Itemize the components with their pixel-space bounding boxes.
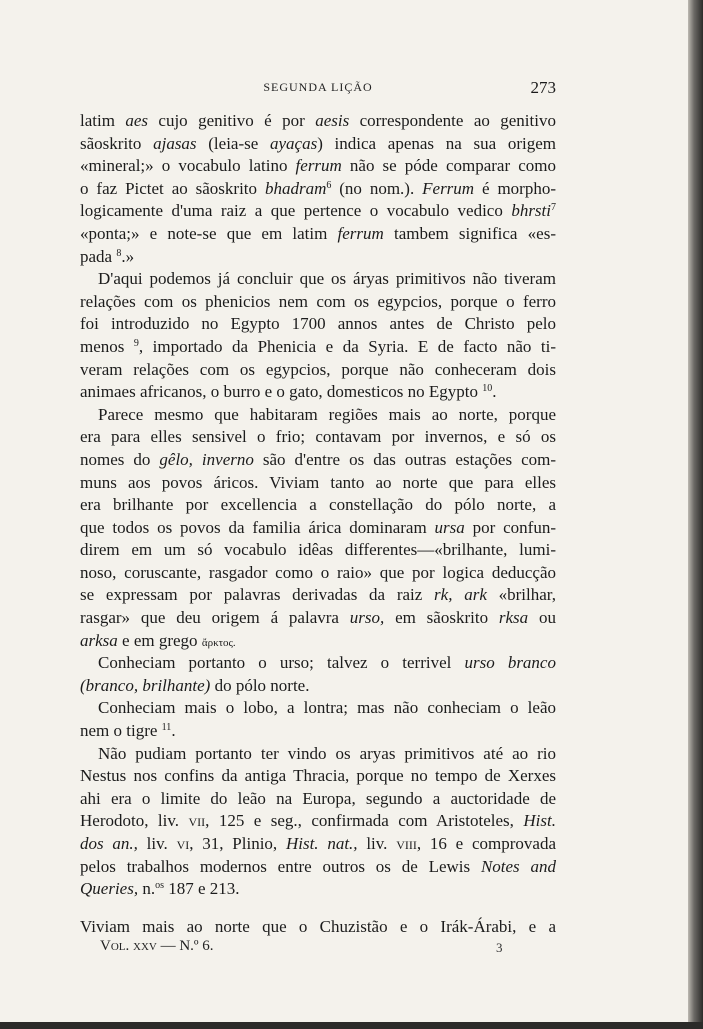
greek-word: ἄρκτος. bbox=[201, 636, 236, 649]
volume-signature: Vol. xxv — N.º 6. bbox=[100, 938, 214, 954]
text-line: Herodoto, liv. vii, 125 e seg., confirmada com Aristoteles, Hist. bbox=[80, 811, 556, 831]
footnote-ref: 10 bbox=[482, 383, 493, 395]
footnote-ref: 7 bbox=[551, 202, 556, 214]
text-line: foi introduzido no Egypto 1700 annos antes de Christo pelo bbox=[80, 314, 556, 334]
text-line: o faz Pictet ao sãoskrito bhadram$^6$ (no nom.). Ferrum é morpho- bbox=[80, 178, 557, 198]
footnote-ref: 9 bbox=[133, 337, 139, 349]
text-line: direm em um só vocabulo idêas differentes—«brilhante, lumi- bbox=[80, 540, 556, 560]
text-line: veram relações com os egypcios, porque não conheceram dois bbox=[80, 359, 556, 379]
text-line: Viviam mais ao norte que o Chuzistão e o Irák-Árabi, e a bbox=[80, 917, 556, 936]
footnote-ref: 6 bbox=[326, 179, 332, 191]
body-text bbox=[80, 110, 556, 901]
text-line: Queries, n.$^{os}$ 187 e 213. bbox=[80, 879, 240, 899]
text-line: D'aqui podemos já concluir que os áryas primitivos não tiveram bbox=[98, 269, 556, 289]
text-line: sãoskrito ajasas (leia-se ayaças) indica apenas na sua origem bbox=[80, 133, 556, 153]
text-line: muns aos povos áricos. Viviam tanto ao norte que para elles bbox=[80, 472, 556, 492]
text-line: que todos os povos da familia árica dominaram ursa por confun- bbox=[80, 517, 557, 537]
text-line: arksa e em grego ἄρκτος. bbox=[80, 630, 236, 650]
text-line: pada $^8$.» bbox=[80, 246, 135, 266]
text-line: latim aes cujo genitivo é por aesis correspondente ao genitivo bbox=[80, 111, 556, 130]
text-line: «ponta;» e note-se que em latim ferrum tambem significa «es- bbox=[80, 223, 556, 243]
text-line: logicamente d'uma raiz a que pertence o vocabulo vedico bhrsti$^7$ bbox=[80, 201, 556, 221]
text-line: ahi era o limite do leão na Europa, segundo a auctoridade de bbox=[80, 788, 556, 808]
footnote-ref: 11 bbox=[161, 722, 172, 734]
text-line: «mineral;» o vocabulo latino ferrum não se póde comparar como bbox=[80, 156, 556, 176]
text-line: era para elles sensivel o frio; contavam por invernos, e só os bbox=[80, 427, 556, 447]
text-line: Conheciam mais o lobo, a lontra; mas não conheciam o leão bbox=[98, 698, 556, 718]
text-line: noso, coruscante, rasgador como o raio» que por logica deducção bbox=[80, 562, 556, 582]
text-line: se expressam por palavras derivadas da raiz rk, ark «brilhar, bbox=[80, 585, 556, 605]
text-line: dos an., liv. vi, 31, Plinio, Hist. nat., liv. viii, 16 e comprovada bbox=[80, 834, 557, 853]
text-line: era brilhante por excellencia a constellação do pólo norte, a bbox=[80, 495, 556, 515]
text-line: pelos trabalhos modernos entre outros os de Lewis Notes and bbox=[80, 856, 556, 876]
text-line: (branco, brilhante) do pólo norte. bbox=[80, 675, 310, 695]
text-line: nomes do gêlo, inverno são d'entre os das outras estações com- bbox=[80, 449, 557, 469]
text-line: Nestus nos confins da antiga Thracia, porque no tempo de Xerxes bbox=[80, 766, 556, 786]
page-edge-shadow bbox=[688, 0, 703, 1029]
page-footer bbox=[80, 916, 556, 956]
page-bottom-edge bbox=[0, 1022, 703, 1029]
text-line: animaes africanos, o burro e o gato, domesticos no Egypto $^{10}$. bbox=[80, 382, 497, 402]
text-line: relações com os phenicios nem com os egypcios, porque o ferro bbox=[80, 291, 556, 311]
text-line: Conheciam portanto o urso; talvez o terrivel urso branco bbox=[98, 653, 556, 673]
running-title: SEGUNDA LIÇÃO bbox=[263, 80, 373, 94]
footnote-ref: 8 bbox=[116, 247, 122, 259]
text-line: menos $^9$, importado da Phenicia e da Syria. E de facto não ti- bbox=[80, 336, 556, 356]
text-line: Não pudiam portanto ter vindo os aryas primitivos até ao rio bbox=[98, 743, 556, 763]
page-number: 273 bbox=[530, 78, 556, 97]
sheet-signature: 3 bbox=[496, 940, 503, 955]
text-line: nem o tigre $^{11}$. bbox=[80, 721, 176, 741]
page-header bbox=[80, 78, 556, 102]
text-line: rasgar» que deu origem á palavra urso, em sãoskrito rksa ou bbox=[80, 608, 556, 628]
text-line: Parece mesmo que habitaram regiões mais ao norte, porque bbox=[98, 404, 556, 424]
